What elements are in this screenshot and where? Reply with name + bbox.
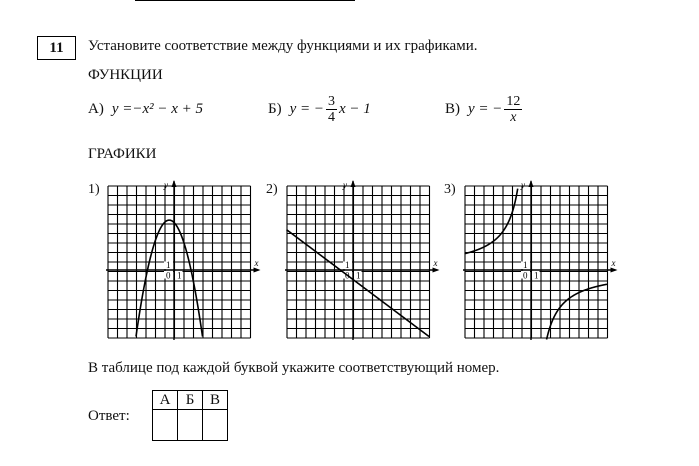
y-axis-arrow	[172, 180, 177, 187]
function-lhs: y =	[111, 100, 133, 117]
unit-label-x: 1	[534, 270, 539, 281]
origin-label: 0	[345, 270, 350, 281]
answer-cell-c[interactable]	[203, 410, 228, 441]
graph-1	[104, 180, 266, 340]
y-axis-arrow	[351, 180, 356, 187]
function-rhs: −x² − x + 5	[132, 100, 204, 117]
x-axis-arrow	[433, 268, 440, 273]
answer-table	[152, 390, 228, 441]
top-rule	[135, 0, 355, 1]
graph-label-3: 3)	[444, 182, 456, 197]
answer-header-b: Б	[178, 391, 203, 410]
graphs-heading: ГРАФИКИ	[88, 146, 157, 162]
function-lhs: y = −	[468, 100, 503, 117]
grid	[287, 186, 430, 338]
y-axis-label: y	[164, 180, 168, 190]
answer-cell-b[interactable]	[178, 410, 203, 441]
graph-label-1: 1)	[88, 182, 100, 197]
x-axis-label: x	[433, 258, 438, 268]
grid	[465, 186, 608, 338]
function-lhs: y = −	[289, 100, 325, 117]
grid	[108, 186, 251, 338]
function-a	[88, 91, 203, 127]
y-axis-label: y	[521, 180, 525, 190]
fraction	[504, 94, 522, 125]
y-axis-label: y	[343, 180, 347, 190]
unit-label-y: 1	[345, 260, 350, 270]
task-number: 11	[37, 36, 76, 60]
answer-header-a: А	[153, 391, 178, 410]
origin-label: 0	[523, 270, 528, 281]
function-rhs: x − 1	[339, 100, 371, 117]
fraction-numerator: 12	[506, 93, 521, 109]
function-c	[445, 91, 524, 127]
x-axis-label: x	[611, 258, 616, 268]
fraction-numerator: 3	[328, 93, 336, 109]
unit-label-y: 1	[166, 260, 171, 270]
unit-label-y: 1	[523, 260, 528, 270]
y-axis-arrow	[529, 180, 534, 187]
table-instruction: В таблице под каждой буквой укажите соответствующий номер.	[88, 360, 500, 376]
fraction-denominator: x	[510, 109, 517, 125]
answer-header-c: В	[203, 391, 228, 410]
function-letter: Б)	[268, 100, 282, 117]
function-b	[268, 91, 371, 127]
function-letter: В)	[445, 100, 460, 117]
task-instruction: Установите соответствие между функциями и их графиками.	[88, 38, 478, 54]
unit-label-x: 1	[356, 270, 361, 281]
graph-3	[461, 180, 623, 340]
line-curve	[287, 230, 430, 337]
x-axis-arrow	[254, 268, 261, 273]
fraction	[326, 94, 337, 125]
unit-label-x: 1	[177, 270, 182, 281]
graph-2	[283, 180, 445, 340]
graph-label-2: 2)	[266, 182, 278, 197]
origin-label: 0	[166, 270, 171, 281]
x-axis-label: x	[254, 258, 259, 268]
functions-heading: ФУНКЦИИ	[88, 67, 163, 83]
answer-cell-a[interactable]	[153, 410, 178, 441]
answer-label: Ответ:	[88, 408, 130, 424]
function-letter: А)	[88, 100, 104, 117]
hyperbola-branch-left	[465, 189, 518, 254]
fraction-denominator: 4	[328, 109, 336, 125]
x-axis-arrow	[611, 268, 618, 273]
